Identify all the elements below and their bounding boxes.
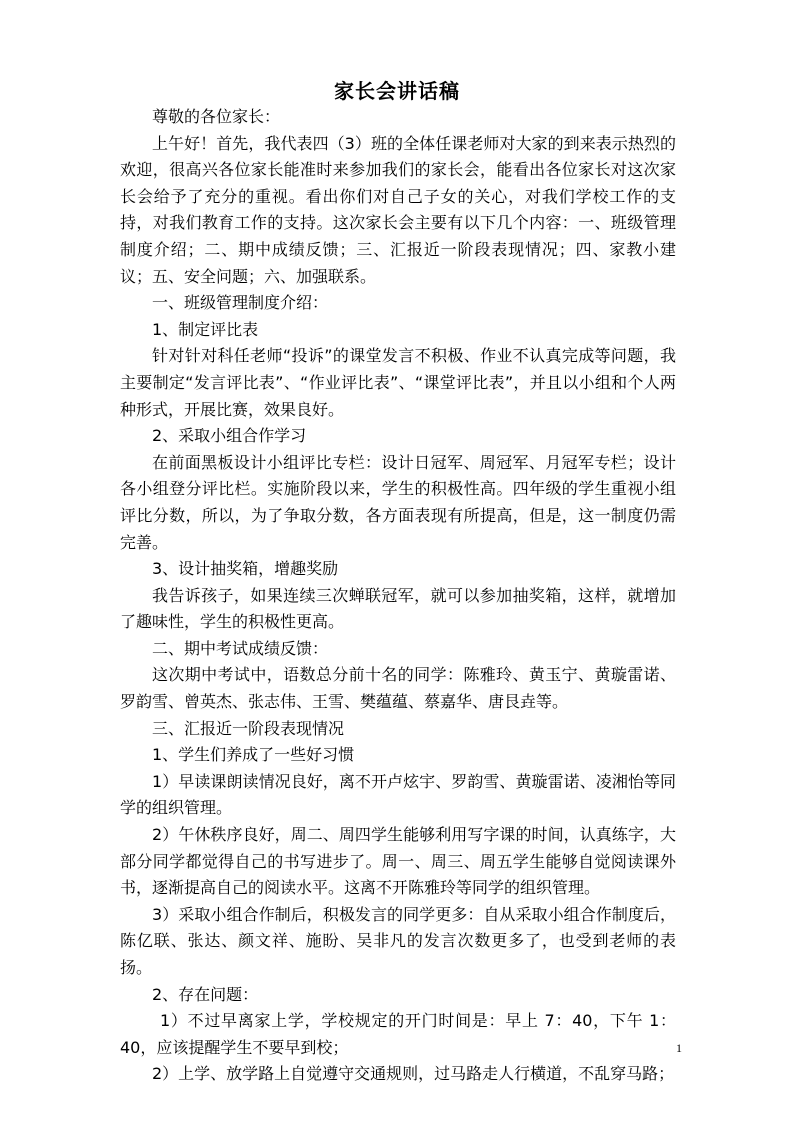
section-heading-2: 二、期中考试成绩反馈： bbox=[152, 638, 329, 658]
paragraph: 针对针对科任老师“投诉”的课堂发言不积极、作业不认真完成等问题，我主要制定“发言评比表”、“作业评比表”、“课堂评比表”，并且以小组和个人两种形式，开展比赛，效果良好。 bbox=[120, 346, 676, 419]
list-item: 2）午休秩序良好，周二、周四学生能够利用写字课的时间，认真练字，大部分同学都觉得自己的书写进步了。周一、周三、周五学生能够自觉阅读课外书，逐渐提高自己的阅读水平。这离不开陈雅玲等同学的组织管理。 bbox=[120, 825, 676, 898]
page-number: 1 bbox=[676, 1041, 682, 1055]
paragraph: 我告诉孩子，如果连续三次蝉联冠军，就可以参加抽奖箱，这样，就增加了趣味性，学生的积极性更高。 bbox=[120, 585, 676, 632]
list-item: 3）采取小组合作制后，积极发言的同学更多：自从采取小组合作制度后，陈亿联、张达、颜文祥、施盼、吴非凡的发言次数更多了，也受到老师的表扬。 bbox=[120, 904, 676, 977]
document-title: 家长会讲话稿 bbox=[334, 79, 460, 103]
list-item: 1）早读课朗读情况良好，离不开卢炫宇、罗韵雪、黄璇雷诺、凌湘怡等同学的组织管理。 bbox=[120, 771, 676, 818]
subheading-1-1: 1、制定评比表 bbox=[152, 319, 259, 339]
subheading-3-1: 1、学生们养成了一些好习惯 bbox=[152, 745, 355, 765]
subheading-1-3: 3、设计抽奖箱，增趣奖励 bbox=[152, 559, 339, 579]
section-heading-1: 一、班级管理制度介绍： bbox=[152, 293, 329, 313]
paragraph-greeting: 上午好！首先，我代表四（3）班的全体任课老师对大家的到来表示热烈的欢迎，很高兴各位家长能准时来参加我们的家长会，能看出各位家长对这次家长会给予了充分的重视。看出你们对自己子女的关心，对我们学校工作的支持，对我们教育工作的支持。这次家长会主要有以下几个内容：一、班级管理制度介绍；二、期中成绩反馈；三、汇报近一阶段表现情况；四、家教小建议；五、安全问题；六、加强联系。 bbox=[120, 133, 676, 286]
subheading-1-2: 2、采取小组合作学习 bbox=[152, 426, 307, 446]
paragraph: 在前面黑板设计小组评比专栏：设计日冠军、周冠军、月冠军专栏；设计各小组登分评比栏。实施阶段以来，学生的积极性高。四年级的学生重视小组评比分数，所以，为了争取分数，各方面表现有所提高，但是，这一制度仍需完善。 bbox=[120, 452, 676, 552]
paragraph: 这次期中考试中，语数总分前十名的同学：陈雅玲、黄玉宁、黄璇雷诺、罗韵雪、曾英杰、张志伟、王雪、樊蕴蕴、蔡嘉华、唐艮垚等。 bbox=[120, 665, 676, 712]
subheading-3-2: 2、存在问题： bbox=[152, 984, 259, 1004]
section-heading-3: 三、汇报近一阶段表现情况 bbox=[152, 718, 345, 738]
document-body bbox=[120, 104, 676, 1088]
list-item: 2）上学、放学路上自觉遵守交通规则，过马路走人行横道，不乱穿马路； bbox=[152, 1064, 675, 1084]
salutation: 尊敬的各位家长： bbox=[152, 107, 281, 126]
list-item: 1）不过早离家上学，学校规定的开门时间是：早上 7：40，下午 1：40，应该提醒学生不要早到校； bbox=[120, 1011, 676, 1057]
